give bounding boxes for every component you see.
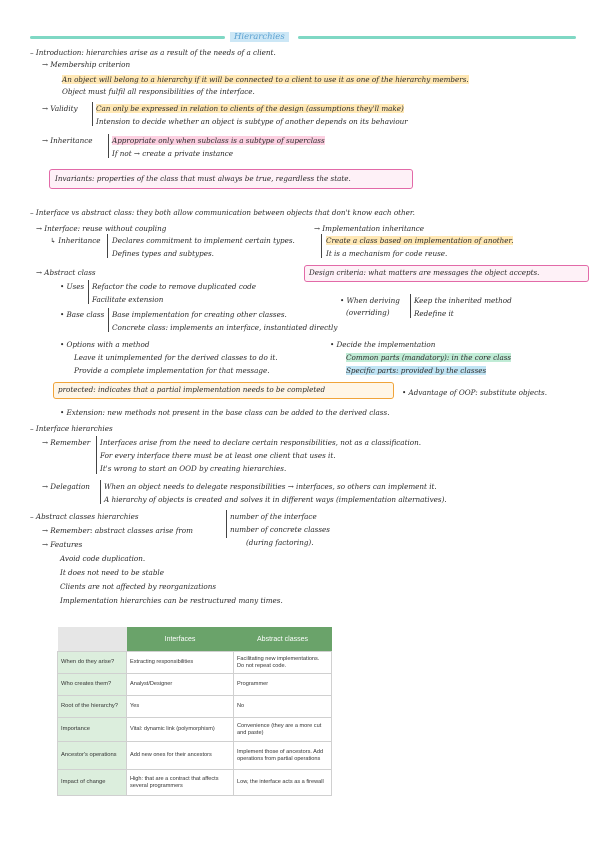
advantage-text: • Advantage of OOP: substitute objects. xyxy=(402,388,547,397)
table-row xyxy=(58,718,332,742)
base-bracket xyxy=(108,308,109,332)
features-text-1: Avoid code duplication. xyxy=(60,554,146,563)
validity-text-2: Intension to decide whether an object is subtype of another depends on its behaviour xyxy=(96,117,408,126)
table-row xyxy=(58,652,332,674)
row-label: Who creates them? xyxy=(58,674,127,696)
remember-bracket xyxy=(96,436,97,474)
cell-interfaces: High: that are a contract that affects several programmers xyxy=(127,770,234,796)
interface-text-1: Declares commitment to implement certain types. xyxy=(112,236,295,245)
features-label: → Features xyxy=(42,540,83,549)
row-label: When do they arise? xyxy=(58,652,127,674)
cell-interfaces: Vital: dynamic link (polymorphism) xyxy=(127,718,234,742)
cell-interfaces: Extracting responsibilities xyxy=(127,652,234,674)
delegation-text-2: A hierarchy of objects is created and solves it in different ways (implementation alternatives). xyxy=(104,495,447,504)
membership-text-2: Object must fulfil all responsibilities of the interface. xyxy=(62,87,255,96)
validity-text-1: Can only be expressed in relation to clients of the design (assumptions they'll make) xyxy=(96,104,404,113)
cell-interfaces: Yes xyxy=(127,696,234,718)
uses-text-1: Refactor the code to remove duplicated code xyxy=(92,282,257,291)
intro-line: – Introduction: hierarchies arise as a result of the needs of a client. xyxy=(30,48,276,57)
membership-text-1: An object will belong to a hierarchy if it will be connected to a client to use it as one of the hierarchy members. xyxy=(62,75,469,84)
table-row xyxy=(58,674,332,696)
cell-abstract: Facilitating new implementations. Do not repeat code. xyxy=(234,652,332,674)
base-text-1: Base implementation for creating other classes. xyxy=(112,310,287,319)
table-header-abstract: Abstract classes xyxy=(234,627,332,652)
impl-bracket xyxy=(321,234,322,258)
table-row xyxy=(58,696,332,718)
cell-abstract: Programmer xyxy=(234,674,332,696)
inheritance-bracket xyxy=(108,134,109,158)
abstract-hier-label: – Abstract classes hierarchies xyxy=(30,512,139,521)
row-label: Importance xyxy=(58,718,127,742)
decide-impl-label: • Decide the implementation xyxy=(330,340,436,349)
features-text-3: Clients are not affected by reorganizations xyxy=(60,582,217,591)
title-rule-right xyxy=(298,36,576,39)
inheritance-sub-label: ↳ Inheritance xyxy=(50,236,101,245)
interface-hier-label: – Interface hierarchies xyxy=(30,424,113,433)
cell-abstract: Convenience (they are a more cut and paste) xyxy=(234,718,332,742)
base-class-label: • Base class xyxy=(60,310,105,319)
remember-label: → Remember xyxy=(42,438,91,447)
cell-interfaces: Analyst/Designer xyxy=(127,674,234,696)
delegation-bracket xyxy=(100,480,101,504)
comparison-table xyxy=(57,627,332,796)
base-text-2: Concrete class: implements an interface, instantiated directly xyxy=(112,323,338,332)
impl-text-2: It is a mechanism for code reuse. xyxy=(326,249,448,258)
cell-abstract: No xyxy=(234,696,332,718)
membership-label: → Membership criterion xyxy=(42,60,131,69)
specific-parts-text: Specific parts: provided by the classes xyxy=(346,366,487,375)
factoring-text: (during factoring). xyxy=(246,538,314,547)
abstract-bracket xyxy=(226,510,227,538)
uses-bracket xyxy=(88,280,89,304)
design-criteria-text: Design criteria: what matters are messages the object accepts. xyxy=(309,268,540,277)
table-row xyxy=(58,770,332,796)
validity-bracket xyxy=(92,102,93,126)
options-text-2: Provide a complete implementation for that message. xyxy=(74,366,270,375)
protected-text: protected: indicates that a partial implementation needs to be completed xyxy=(58,385,326,394)
page-title: Hierarchies xyxy=(230,32,289,42)
remember-text-3: It's wrong to start an OOD by creating hierarchies. xyxy=(100,464,287,473)
options-label: • Options with a method xyxy=(60,340,150,349)
delegation-label: → Delegation xyxy=(42,482,90,491)
extension-text: • Extension: new methods not present in the base class can be added to the derived class. xyxy=(60,408,390,417)
cell-abstract: Implement those of ancestors. Add operations from partial operations xyxy=(234,742,332,770)
options-text-1: Leave it unimplemented for the derived classes to do it. xyxy=(74,353,278,362)
uses-text-2: Facilitate extension xyxy=(92,295,164,304)
interface-label: → Interface: reuse without coupling xyxy=(36,224,167,233)
keep-method-text: Keep the inherited method xyxy=(414,296,512,305)
remember-text-2: For every interface there must be at least one client that uses it. xyxy=(100,451,336,460)
row-label: Impact of change xyxy=(58,770,127,796)
row-label: Ancestor's operations xyxy=(58,742,127,770)
common-parts-text: Common parts (mandatory): in the core class xyxy=(346,353,512,362)
number-interface-text: number of the interface xyxy=(230,512,317,521)
redefine-text: Redefine it xyxy=(414,309,454,318)
title-rule-left xyxy=(30,36,225,39)
when-deriving-label: • When deriving xyxy=(340,296,400,305)
inheritance-text-2: If not → create a private instance xyxy=(112,149,234,158)
delegation-text-1: When an object needs to delegate responsibilities → interfaces, so others can implement it. xyxy=(104,482,437,491)
row-label: Root of the hierarchy? xyxy=(58,696,127,718)
table-header-row xyxy=(58,627,332,652)
number-concrete-text: number of concrete classes xyxy=(230,525,330,534)
overriding-label: (overriding) xyxy=(346,308,390,317)
features-text-2: It does not need to be stable xyxy=(60,568,164,577)
inheritance-text-1: Appropriate only when subclass is a subtype of superclass xyxy=(112,136,325,145)
interface-bracket xyxy=(107,234,108,258)
invariants-text: Invariants: properties of the class that must always be true, regardless the state. xyxy=(55,174,351,183)
table-header-interfaces: Interfaces xyxy=(127,627,234,652)
cell-abstract: Low, the interface acts as a firewall xyxy=(234,770,332,796)
impl-text-1: Create a class based on implementation of another. xyxy=(326,236,514,245)
inheritance-label: → Inheritance xyxy=(42,136,93,145)
remember-text-1: Interfaces arise from the need to declare certain responsibilities, not as a classification. xyxy=(100,438,422,447)
deriving-bracket xyxy=(410,294,411,318)
remember2-label: → Remember: abstract classes arise from xyxy=(42,526,193,535)
features-text-4: Implementation hierarchies can be restructured many times. xyxy=(60,596,283,605)
table-header-blank xyxy=(58,627,127,652)
impl-inheritance-label: → Implementation inheritance xyxy=(314,224,425,233)
cell-interfaces: Add new ones for their ancestors xyxy=(127,742,234,770)
interface-vs-abstract-line: – Interface vs abstract class: they both allow communication between objects that don't know each other. xyxy=(30,208,415,217)
uses-label: • Uses xyxy=(60,282,85,291)
table-row xyxy=(58,742,332,770)
interface-text-2: Defines types and subtypes. xyxy=(112,249,214,258)
abstract-class-label: → Abstract class xyxy=(36,268,96,277)
validity-label: → Validity xyxy=(42,104,78,113)
